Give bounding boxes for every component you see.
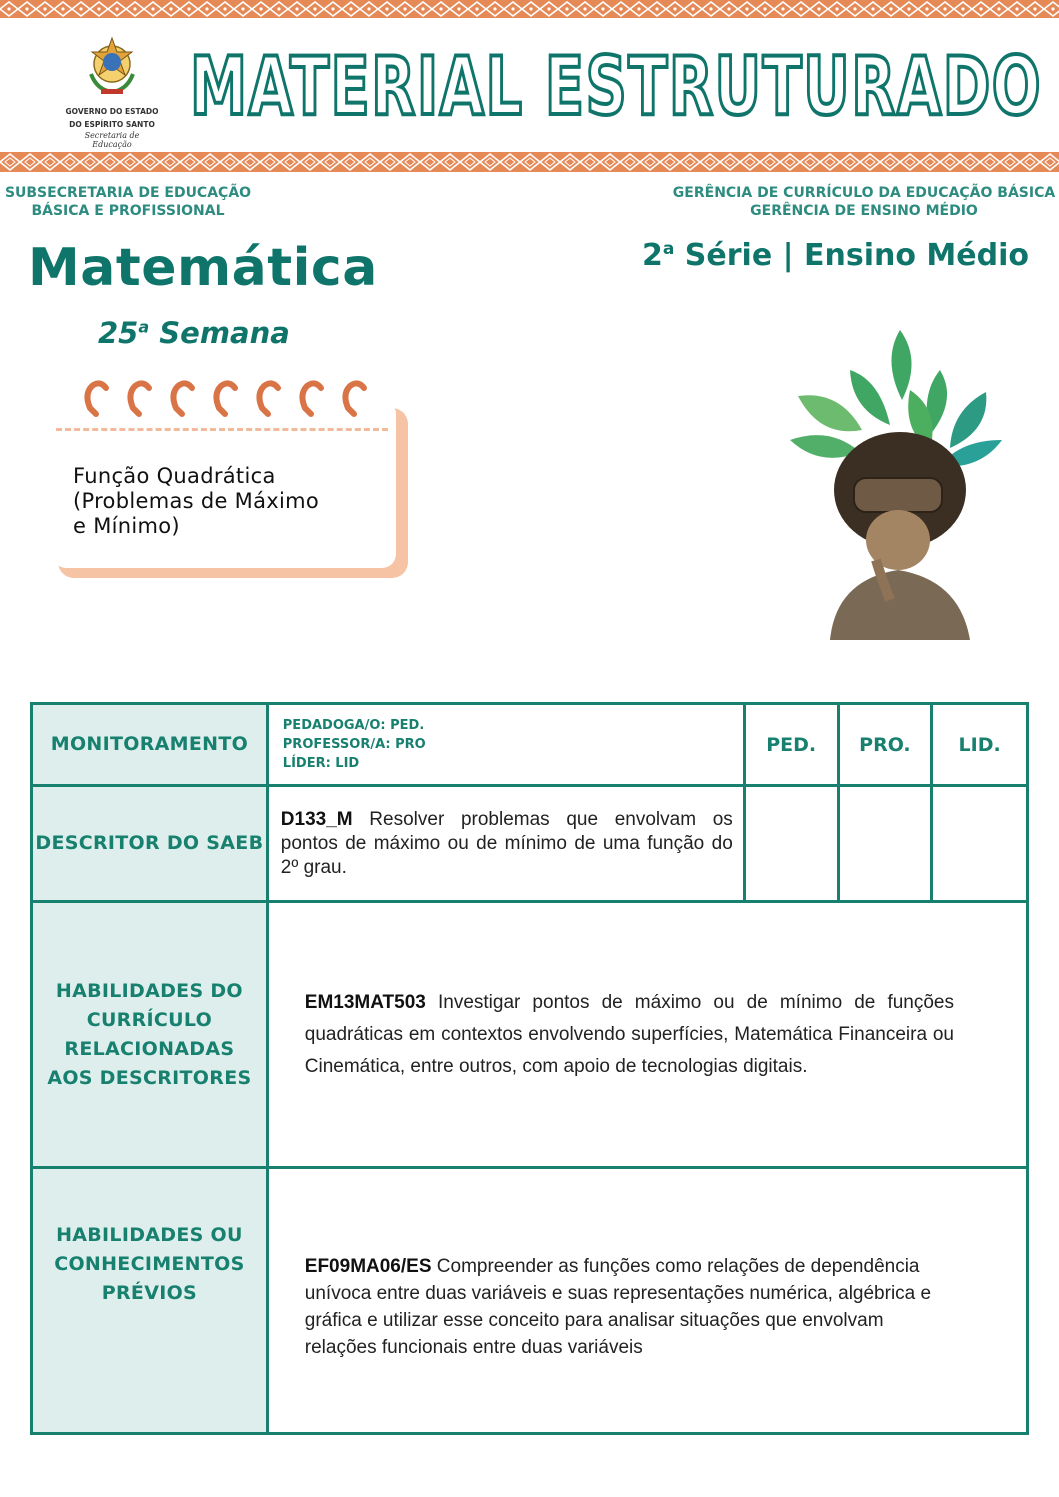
table-row-habilidades — [32, 902, 1028, 1168]
descritor-text — [267, 786, 744, 902]
gerencia-label — [669, 184, 1059, 220]
state-crest-icon — [77, 34, 147, 98]
material-title-text: MATERIAL ESTRUTURADO — [190, 44, 1042, 124]
crest-government-line-2: DO ESPÍRITO SANTO — [69, 120, 155, 129]
header-ornament-band — [0, 152, 1059, 172]
state-crest — [64, 34, 160, 149]
notebook-perforation — [56, 428, 388, 431]
previos-text — [267, 1168, 1027, 1434]
crest-government-line-1: GOVERNO DO ESTADO — [65, 107, 159, 116]
topic-line-3: e Mínimo) — [73, 514, 180, 538]
subject-title: Matemática — [28, 238, 378, 298]
descritor-code: D133_M — [280, 808, 353, 830]
week-ordinal: a — [138, 317, 150, 337]
role-pedagoga: PEDADOGA/O: PED. — [282, 718, 425, 733]
serie-ordinal: a — [662, 239, 675, 259]
habilidades-code: EM13MAT503 — [304, 991, 426, 1013]
svg-text:. — [190, 44, 1042, 124]
spiral-rings — [78, 378, 368, 422]
habilidades-label — [32, 902, 268, 1168]
previos-description: Compreender as funções como relações de dependência unívoca entre duas variáveis e suas representações numérica, algébrica e gráfica e utilizar esse conceito para analisar situações que envolvam relações funcionais entre duas variáveis — [304, 1256, 932, 1358]
habilidades-text — [267, 902, 1027, 1168]
week-word: Semana — [159, 316, 290, 350]
crest-secretaria: Secretaria de Educação — [84, 131, 140, 149]
serie-text: Série | Ensino Médio — [684, 238, 1029, 273]
subsecretaria-label — [0, 184, 256, 220]
gerencia-line-1: GERÊNCIA DE CURRÍCULO DA EDUCAÇÃO BÁSICA — [672, 185, 1056, 201]
check-cell-lid[interactable] — [932, 786, 1028, 902]
topic-line-1: Função Quadrática — [73, 464, 276, 488]
previos-label — [32, 1168, 268, 1434]
serie-label — [642, 238, 1029, 273]
table-row-descritor — [32, 786, 1028, 902]
monitoring-table — [30, 702, 1029, 1435]
week-label — [98, 316, 290, 350]
role-professor: PROFESSOR/A: PRO — [282, 737, 426, 752]
column-lid: LID. — [932, 704, 1028, 786]
previos-label-line-1: HABILIDADES OU — [56, 1224, 243, 1246]
material-title — [188, 44, 1048, 124]
monitoramento-roles — [267, 704, 744, 786]
topic-text — [73, 464, 373, 539]
habilidades-label-line-3: RELACIONADAS — [64, 1037, 235, 1060]
habilidades-description: Investigar pontos de máximo ou de mínimo de funções quadráticas em contextos envolvendo superfícies, Matemática Financeira ou Cinemática, entre outros, com apoio de tecnologias digitais. — [304, 991, 954, 1077]
table-row-previos — [32, 1168, 1028, 1434]
previos-label-line-2: CONHECIMENTOS — [54, 1253, 245, 1275]
descritor-label: DESCRITOR DO SAEB — [32, 786, 268, 902]
column-pro: PRO. — [838, 704, 932, 786]
previos-code: EF09MA06/ES — [304, 1256, 432, 1277]
column-ped: PED. — [744, 704, 838, 786]
previos-label-line-3: PRÉVIOS — [101, 1282, 198, 1304]
top-ornament-band — [0, 0, 1059, 18]
check-cell-pro[interactable] — [838, 786, 932, 902]
habilidades-label-line-4: AOS DESCRITORES — [47, 1066, 252, 1089]
table-row-monitoramento — [32, 704, 1028, 786]
week-number: 25 — [98, 316, 139, 350]
spiral-ring-icon — [87, 383, 364, 414]
vr-student-with-leaves-illustration — [790, 330, 1004, 640]
habilidades-label-line-2: CURRÍCULO — [86, 1008, 213, 1031]
subsecretaria-line-1: SUBSECRETARIA DE EDUCAÇÃO — [4, 185, 252, 201]
serie-number: 2 — [641, 238, 663, 273]
subsecretaria-line-2: BÁSICA E PROFISSIONAL — [31, 203, 225, 219]
role-lider: LÍDER: LID — [282, 756, 360, 771]
gerencia-line-2: GERÊNCIA DE ENSINO MÉDIO — [750, 203, 978, 219]
monitoramento-label: MONITORAMENTO — [32, 704, 268, 786]
habilidades-label-line-1: HABILIDADES DO — [55, 979, 243, 1002]
topic-line-2: (Problemas de Máximo — [73, 489, 320, 513]
descritor-description: Resolver problemas que envolvam os pontos de máximo ou de mínimo de uma função do 2º grau. — [280, 808, 733, 878]
check-cell-ped[interactable] — [744, 786, 838, 902]
